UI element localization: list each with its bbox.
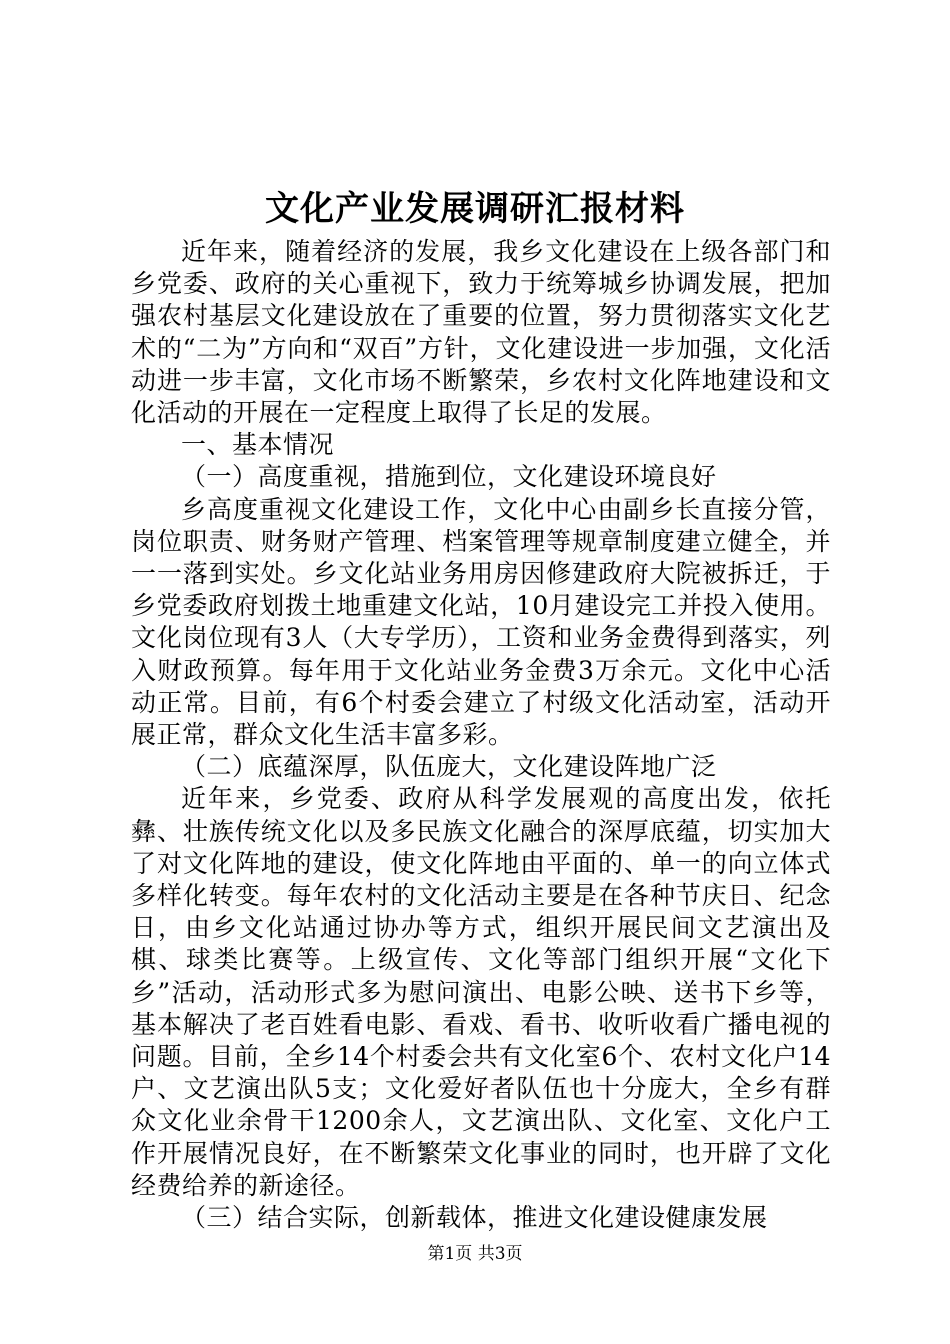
- page-footer: 第1页 共3页: [427, 1244, 523, 1264]
- subsection-heading-3: （三）结合实际，创新载体，推进文化建设健康发展: [181, 1203, 768, 1233]
- intro-paragraph: 近年来，随着经济的发展，我乡文化建设在上级各部门和乡党委、政府的关心重视下，致力于统筹城乡协调发展，把加强农村基层文化建设放在了重要的位置，努力贯彻落实文化艺术的“二为”方向和“双百”方针，文化建设进一步加强，文化活动进一步丰富，文化市场不断繁荣，乡农村文化阵地建设和文化活动的开展在一定程度上取得了长足的发展。: [131, 237, 831, 428]
- subsection-heading-2: （二）底蕴深厚，队伍庞大，文化建设阵地广泛: [181, 752, 717, 782]
- subsection-2-paragraph: 近年来，乡党委、政府从科学发展观的高度出发，依托彝、壮族传统文化以及多民族文化融合的深厚底蕴，切实加大了对文化阵地的建设，使文化阵地由平面的、单一的向立体式多样化转变。每年农村的文化活动主要是在各种节庆日、纪念日，由乡文化站通过协办等方式，组织开展民间文艺演出及棋、球类比赛等。上级宣传、文化等部门组织开展“文化下乡”活动，活动形式多为慰问演出、电影公映、送书下乡等，基本解决了老百姓看电影、看戏、看书、收听收看广播电视的问题。目前，全乡14个村委会共有文化室6个、农村文化户14户、文艺演出队5支；文化爱好者队伍也十分庞大，全乡有群众文化业余骨干1200余人，文艺演出队、文化室、文化户工作开展情况良好，在不断繁荣文化事业的同时，也开辟了文化经费给养的新途径。: [131, 784, 831, 1200]
- document-body: [131, 236, 831, 1234]
- document-title: 文化产业发展调研汇报材料: [265, 189, 685, 229]
- section-heading-basic-situation: 一、基本情况: [181, 430, 335, 460]
- subsection-1-paragraph: 乡高度重视文化建设工作，文化中心由副乡长直接分管，岗位职责、财务财产管理、档案管理等规章制度建立健全，并一一落到实处。乡文化站业务用房因修建政府大院被拆迁，于乡党委政府划拨土地重建文化站，10月建设完工并投入使用。文化岗位现有3人（大专学历），工资和业务金费得到落实，列入财政预算。每年用于文化站业务金费3万余元。文化中心活动正常。目前，有6个村委会建立了村级文化活动室，活动开展正常，群众文化生活丰富多彩。: [131, 494, 831, 750]
- subsection-heading-1: （一）高度重视，措施到位，文化建设环境良好: [181, 462, 717, 492]
